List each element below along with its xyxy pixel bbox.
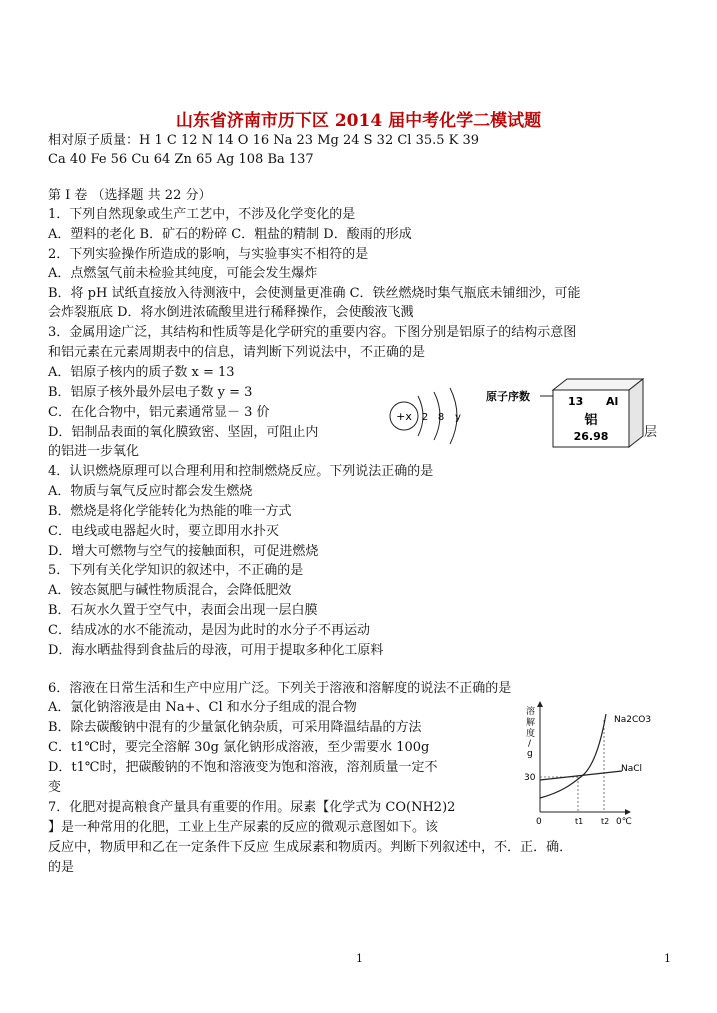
q4-option-b: B．燃烧是将化学能转化为热能的唯一方式 [48, 504, 292, 519]
q5-option-b: B．石灰水久置于空气中，表面会出现一层白膜 [48, 603, 318, 618]
q7-line-2: 】是一种常用的化肥，工业上生产尿素的反应的微观示意图如下。该 [48, 820, 439, 835]
shell-1-electrons: 2 [421, 412, 429, 423]
aluminum-element-card [482, 376, 647, 456]
q4-option-a: A．物质与氧气反应时都会发生燃烧 [48, 484, 253, 499]
q3-stem-2: 和铝元素在元素周期表中的信息，请判断下列说法中，不正确的是 [48, 345, 426, 360]
na2co3-curve [540, 714, 606, 798]
q1-options: A．塑料的老化 B．矿石的粉碎 C．粗盐的精制 D．酸雨的形成 [48, 227, 412, 242]
q7-line-3: 反应中，物质甲和乙在一定条件下反应 生成尿素和物质丙。判断下列叙述中，不．正．确． [48, 840, 573, 855]
q5-option-a: A．铵态氮肥与碱性物质混合，会降低肥效 [48, 583, 292, 598]
q3-option-a: A．铝原子核内的质子数 x = 13 [48, 365, 235, 380]
q5-option-c: C．结成冰的水不能流动，是因为此时的水分子不再运动 [48, 623, 370, 638]
y-axis-label-char: / [528, 739, 532, 749]
q3-option-d-2: 的铝进一步氧化 [48, 444, 140, 459]
nacl-curve [540, 771, 622, 780]
nucleus-charge: +x [396, 410, 412, 423]
atomic-masses-line1: 相对原子质量：H 1 C 12 N 14 O 16 Na 23 Mg 24 S 32 Cl 35.5 K 39 [48, 133, 480, 148]
card-top-face [553, 379, 643, 390]
section-heading: 第 I 卷 （选择题 共 22 分） [48, 188, 212, 203]
x-unit: 0℃ [616, 817, 632, 827]
element-name: 铝 [584, 413, 598, 428]
x-axis-arrow [625, 809, 631, 815]
y-axis-label-char: 度 [526, 729, 536, 739]
atomic-masses-line2: Ca 40 Fe 56 Cu 64 Zn 65 Ag 108 Ba 137 [48, 152, 314, 167]
q3-option-d-tail: 层 [644, 425, 658, 440]
q3-option-d-1: D．铝制品表面的氧化膜致密、坚固，可阻止内 [48, 425, 319, 440]
q6-option-a: A．氯化钠溶液是由 Na+、Cl 和水分子组成的混合物 [48, 700, 357, 715]
y-axis-label-char: 解 [526, 718, 536, 728]
q6-option-c: C．t1℃时，要完全溶解 30g 氯化钠形成溶液，至少需要水 100g [48, 740, 430, 755]
q4-option-c: C．电线或电器起火时，要立即用水扑灭 [48, 524, 279, 539]
element-symbol: Al [606, 395, 619, 408]
q6-option-b: B．除去碳酸钠中混有的少量氯化钠杂质，可采用降温结晶的方法 [48, 720, 422, 735]
card-side-face [629, 379, 643, 447]
q3-stem-1: 3．金属用途广泛，其结构和性质等是化学研究的重要内容。下图分别是铝原子的结构示意图 [48, 325, 577, 340]
x-origin: 0 [536, 817, 542, 827]
nacl-label: NaCl [621, 764, 643, 774]
q2-option-bc: B．将 pH 试纸直接放入待测液中，会使测量更准确 C．铁丝燃烧时集气瓶底未铺细沙，可能 [48, 286, 581, 301]
q2-option-a: A．点燃氢气前未检验其纯度，可能会发生爆炸 [48, 266, 318, 281]
q3-option-b: B．铝原子核外最外层电子数 y = 3 [48, 385, 253, 400]
q4-option-d: D．增大可燃物与空气的接触面积，可促进燃烧 [48, 544, 319, 559]
shell-3-electrons: y [455, 412, 461, 423]
shell-2-electrons: 8 [437, 412, 445, 423]
q4-stem: 4．认识燃烧原理可以合理利用和控制燃烧反应。下列说法正确的是 [48, 464, 434, 479]
na2co3-label: Na2CO3 [614, 715, 652, 725]
exam-title: 山东省济南市历下区 2014 届中考化学二模试题 [175, 111, 542, 131]
q6-option-d-cont: 变 [48, 780, 62, 795]
q2-stem: 2．下列实验操作所造成的影响，与实验事实不相符的是 [48, 247, 369, 262]
x-tick-t1: t1 [575, 817, 584, 826]
q6-stem: 6．溶液在日常生活和生产中应用广泛。下列关于溶液和溶解度的说法不正确的是 [48, 681, 512, 696]
solubility-curve-chart [522, 700, 652, 828]
page-number-right: 1 [664, 952, 671, 965]
atomic-number-pointer-label: 原子序数 [486, 390, 530, 403]
page-number-center: 1 [356, 952, 363, 965]
q5-stem: 5．下列有关化学知识的叙述中，不正确的是 [48, 563, 304, 578]
q7-line-4: 的是 [48, 860, 75, 875]
q7-line-1: 7．化肥对提高粮食产量具有重要的作用。尿素【化学式为 CO(NH2)2 [48, 800, 456, 815]
q3-option-c: C．在化合物中，铝元素通常显－ 3 价 [48, 405, 270, 420]
y-axis-arrow [537, 701, 543, 707]
y-axis-label-char: g [527, 749, 533, 759]
q5-option-d: D．海水晒盐得到食盐后的母液，可用于提取多种化工原料 [48, 643, 384, 658]
atomic-number: 13 [568, 395, 584, 408]
q1-stem: 1．下列自然现象或生产工艺中，不涉及化学变化的是 [48, 207, 356, 222]
q6-option-d: D．t1℃时，把碳酸钠的不饱和溶液变为饱和溶液，溶剂质量一定不 [48, 760, 438, 775]
y-tick-30: 30 [524, 773, 536, 783]
q2-option-cd: 会炸裂瓶底 D．将水倒进浓硫酸里进行稀释操作，会使酸液飞溅 [48, 305, 414, 320]
x-tick-t2: t2 [601, 817, 610, 826]
y-axis-label-char: 溶 [526, 707, 536, 717]
atomic-mass: 26.98 [573, 430, 609, 443]
aluminum-atom-diagram [382, 384, 482, 450]
